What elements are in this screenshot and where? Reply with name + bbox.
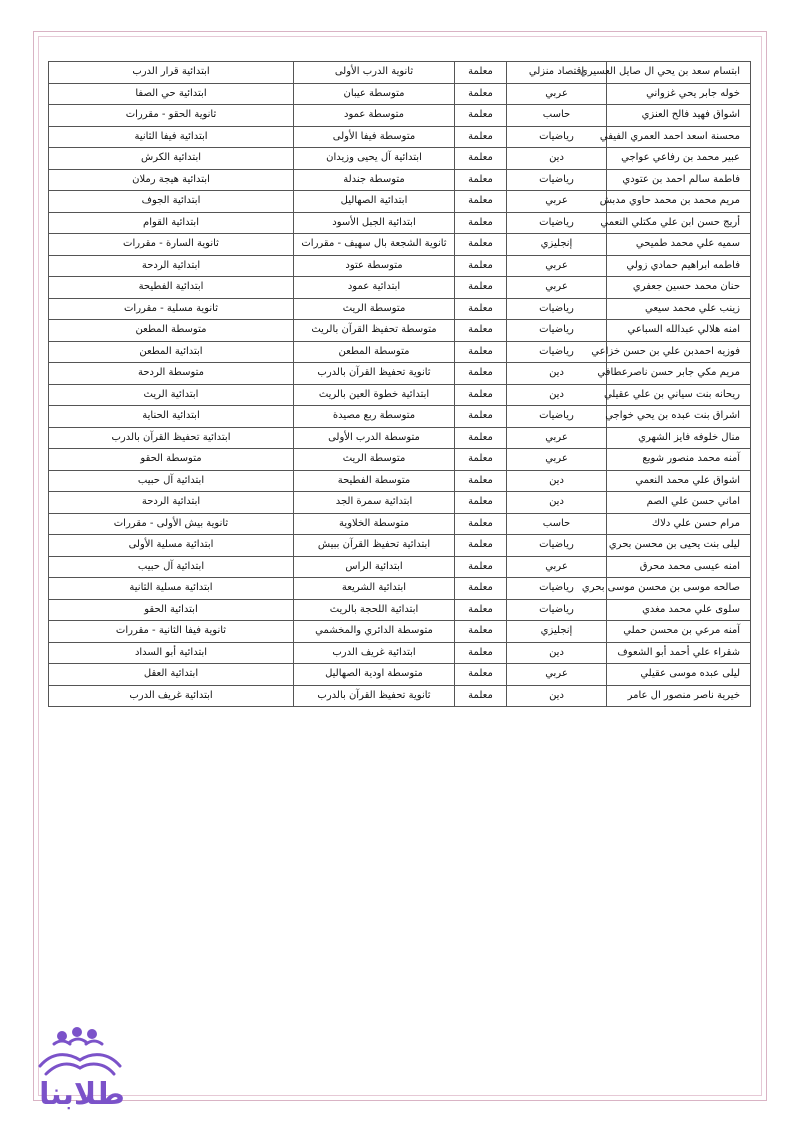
- table-row: [49, 513, 751, 535]
- transfer-table-body: [49, 62, 751, 707]
- role-cell: معلمة: [455, 126, 507, 148]
- to-school-cell: ثانوية السارة - مقررات: [49, 234, 294, 256]
- open-book-icon: [40, 1027, 120, 1074]
- specialty-cell: عربي: [507, 255, 607, 277]
- teacher-name-cell: امنه هلالي عبدالله السباعي: [607, 320, 751, 342]
- specialty-cell: رياضيات: [507, 406, 607, 428]
- table-row: [49, 148, 751, 170]
- from-school-cell: ابتدائية اللحجة بالريث: [294, 599, 455, 621]
- specialty-cell: دين: [507, 363, 607, 385]
- specialty-cell: حاسب: [507, 513, 607, 535]
- specialty-cell: رياضيات: [507, 599, 607, 621]
- logo-text: طلابنا: [39, 1077, 125, 1112]
- role-cell: معلمة: [455, 169, 507, 191]
- from-school-cell: متوسطة الدرب الأولى: [294, 427, 455, 449]
- to-school-cell: ابتدائية الفطيحة: [49, 277, 294, 299]
- from-school-cell: ابتدائية الصهاليل: [294, 191, 455, 213]
- role-cell: معلمة: [455, 427, 507, 449]
- from-school-cell: ابتدائية آل يحيى وزيدان: [294, 148, 455, 170]
- table-row: [49, 234, 751, 256]
- role-cell: معلمة: [455, 62, 507, 84]
- teacher-name-cell: مرام حسن علي دلاك: [607, 513, 751, 535]
- from-school-cell: متوسطة الدائري والمخشمي: [294, 621, 455, 643]
- to-school-cell: ثانوية بيش الأولى - مقررات: [49, 513, 294, 535]
- role-cell: معلمة: [455, 83, 507, 105]
- role-cell: معلمة: [455, 320, 507, 342]
- role-cell: معلمة: [455, 664, 507, 686]
- to-school-cell: ابتدائية فيفا الثانية: [49, 126, 294, 148]
- specialty-cell: رياضيات: [507, 298, 607, 320]
- table-row: [49, 62, 751, 84]
- table-row: [49, 685, 751, 707]
- specialty-cell: دين: [507, 148, 607, 170]
- specialty-cell: إنجليزي: [507, 621, 607, 643]
- table-row: [49, 320, 751, 342]
- table-row: [49, 191, 751, 213]
- table-row: [49, 492, 751, 514]
- role-cell: معلمة: [455, 685, 507, 707]
- from-school-cell: متوسطة ربع مصيدة: [294, 406, 455, 428]
- from-school-cell: ابتدائية الشريعة: [294, 578, 455, 600]
- teacher-name-cell: سلوى علي محمد مغدي: [607, 599, 751, 621]
- role-cell: معلمة: [455, 621, 507, 643]
- from-school-cell: متوسطة تحفيظ القرآن بالريث: [294, 320, 455, 342]
- teacher-name-cell: أريج حسن ابن علي مكتلي النعمي: [607, 212, 751, 234]
- teacher-name-cell: شقراء علي أحمد أبو الشعوف: [607, 642, 751, 664]
- specialty-cell: عربي: [507, 449, 607, 471]
- table-row: [49, 642, 751, 664]
- from-school-cell: متوسطة الريث: [294, 449, 455, 471]
- specialty-cell: رياضيات: [507, 535, 607, 557]
- from-school-cell: ابتدائية الراس: [294, 556, 455, 578]
- from-school-cell: متوسطة فيفا الأولى: [294, 126, 455, 148]
- role-cell: معلمة: [455, 599, 507, 621]
- table-row: [49, 298, 751, 320]
- specialty-cell: رياضيات: [507, 126, 607, 148]
- specialty-cell: عربي: [507, 277, 607, 299]
- role-cell: معلمة: [455, 212, 507, 234]
- from-school-cell: ابتدائية تحفيظ القرآن ببيش: [294, 535, 455, 557]
- teacher-name-cell: فاطمه ابراهيم حمادي زولي: [607, 255, 751, 277]
- teacher-name-cell: اشراق بنت عبده بن يحي خواجي: [607, 406, 751, 428]
- specialty-cell: إنجليزي: [507, 234, 607, 256]
- teacher-name-cell: ريحانه بنت سياني بن علي عقيلي: [607, 384, 751, 406]
- from-school-cell: ابتدائية غريف الدرب: [294, 642, 455, 664]
- specialty-cell: عربي: [507, 664, 607, 686]
- specialty-cell: عربي: [507, 191, 607, 213]
- role-cell: معلمة: [455, 642, 507, 664]
- to-school-cell: متوسطة الحقو: [49, 449, 294, 471]
- role-cell: معلمة: [455, 191, 507, 213]
- role-cell: معلمة: [455, 234, 507, 256]
- to-school-cell: ابتدائية المطعن: [49, 341, 294, 363]
- specialty-cell: عربي: [507, 556, 607, 578]
- specialty-cell: اقتصاد منزلي: [507, 62, 607, 84]
- teacher-name-cell: امنه عيسى محمد محرق: [607, 556, 751, 578]
- role-cell: معلمة: [455, 255, 507, 277]
- to-school-cell: متوسطة الردحة: [49, 363, 294, 385]
- from-school-cell: ابتدائية خطوة العين بالريث: [294, 384, 455, 406]
- role-cell: معلمة: [455, 470, 507, 492]
- role-cell: معلمة: [455, 105, 507, 127]
- teacher-name-cell: اماني حسن علي الصم: [607, 492, 751, 514]
- to-school-cell: ابتدائية الكرش: [49, 148, 294, 170]
- teacher-name-cell: صالحه موسى بن محسن موسى بحري: [607, 578, 751, 600]
- specialty-cell: دين: [507, 685, 607, 707]
- from-school-cell: ابتدائية عمود: [294, 277, 455, 299]
- to-school-cell: ابتدائية العقل: [49, 664, 294, 686]
- teacher-name-cell: فوزيه احمدبن علي بن حسن خزاعي: [607, 341, 751, 363]
- from-school-cell: ثانوية تحفيظ القرآن بالدرب: [294, 363, 455, 385]
- teacher-name-cell: سميه علي محمد طميحي: [607, 234, 751, 256]
- table-row: [49, 363, 751, 385]
- role-cell: معلمة: [455, 341, 507, 363]
- teacher-name-cell: حنان محمد حسين جعفري: [607, 277, 751, 299]
- teacher-name-cell: خوله جابر يحي غزواني: [607, 83, 751, 105]
- teacher-name-cell: مريم محمد بن محمد حاوي مدبش: [607, 191, 751, 213]
- specialty-cell: دين: [507, 492, 607, 514]
- from-school-cell: متوسطة جندلة: [294, 169, 455, 191]
- role-cell: معلمة: [455, 277, 507, 299]
- teacher-name-cell: اشواق فهيد فالح العنزي: [607, 105, 751, 127]
- from-school-cell: متوسطة عتود: [294, 255, 455, 277]
- to-school-cell: ابتدائية آل حبيب: [49, 556, 294, 578]
- teacher-name-cell: محسنة اسعد احمد العمري الفيفي: [607, 126, 751, 148]
- table-row: [49, 578, 751, 600]
- role-cell: معلمة: [455, 492, 507, 514]
- teacher-name-cell: فاطمة سالم احمد بن عتودي: [607, 169, 751, 191]
- specialty-cell: حاسب: [507, 105, 607, 127]
- to-school-cell: ثانوية الحقو - مقررات: [49, 105, 294, 127]
- table-row: [49, 126, 751, 148]
- specialty-cell: رياضيات: [507, 169, 607, 191]
- table-row: [49, 384, 751, 406]
- table-row: [49, 341, 751, 363]
- specialty-cell: عربي: [507, 427, 607, 449]
- specialty-cell: دين: [507, 470, 607, 492]
- to-school-cell: ابتدائية الريث: [49, 384, 294, 406]
- to-school-cell: ابتدائية الردحة: [49, 255, 294, 277]
- teacher-name-cell: آمنه محمد منصور شويع: [607, 449, 751, 471]
- to-school-cell: ابتدائية أبو السداد: [49, 642, 294, 664]
- table-row: [49, 556, 751, 578]
- to-school-cell: ثانوية فيفا الثانية - مقررات: [49, 621, 294, 643]
- table-row: [49, 277, 751, 299]
- to-school-cell: ابتدائية مسلية الأولى: [49, 535, 294, 557]
- from-school-cell: متوسطة الفطيحة: [294, 470, 455, 492]
- to-school-cell: متوسطة المطعن: [49, 320, 294, 342]
- role-cell: معلمة: [455, 406, 507, 428]
- from-school-cell: متوسطة المطعن: [294, 341, 455, 363]
- table-row: [49, 212, 751, 234]
- specialty-cell: رياضيات: [507, 320, 607, 342]
- from-school-cell: متوسطة اودية الصهاليل: [294, 664, 455, 686]
- teacher-name-cell: ليلى بنت يحيى بن محسن بحري: [607, 535, 751, 557]
- to-school-cell: ابتدائية القوام: [49, 212, 294, 234]
- from-school-cell: ثانوية الدرب الأولى: [294, 62, 455, 84]
- role-cell: معلمة: [455, 449, 507, 471]
- teacher-name-cell: ليلى عبده موسى عقيلي: [607, 664, 751, 686]
- table-row: [49, 427, 751, 449]
- role-cell: معلمة: [455, 148, 507, 170]
- to-school-cell: ابتدائية قرار الدرب: [49, 62, 294, 84]
- specialty-cell: دين: [507, 642, 607, 664]
- role-cell: معلمة: [455, 578, 507, 600]
- role-cell: معلمة: [455, 298, 507, 320]
- specialty-cell: رياضيات: [507, 212, 607, 234]
- from-school-cell: متوسطة الخلاوية: [294, 513, 455, 535]
- role-cell: معلمة: [455, 384, 507, 406]
- from-school-cell: ابتدائية الجبل الأسود: [294, 212, 455, 234]
- teacher-name-cell: مريم مكي جابر حسن ناصرعطافي: [607, 363, 751, 385]
- to-school-cell: ابتدائية هيجة رملان: [49, 169, 294, 191]
- from-school-cell: ابتدائية سمرة الجد: [294, 492, 455, 514]
- to-school-cell: ثانوية مسلية - مقررات: [49, 298, 294, 320]
- table-row: [49, 535, 751, 557]
- table-row: [49, 255, 751, 277]
- to-school-cell: ابتدائية غريف الدرب: [49, 685, 294, 707]
- teacher-name-cell: ابتسام سعد بن يحي ال صايل العسيري: [607, 62, 751, 84]
- to-school-cell: ابتدائية مسلية الثانية: [49, 578, 294, 600]
- from-school-cell: متوسطة عمود: [294, 105, 455, 127]
- to-school-cell: ابتدائية الجوف: [49, 191, 294, 213]
- role-cell: معلمة: [455, 535, 507, 557]
- specialty-cell: دين: [507, 384, 607, 406]
- table-row: [49, 105, 751, 127]
- specialty-cell: عربي: [507, 83, 607, 105]
- specialty-cell: رياضيات: [507, 578, 607, 600]
- role-cell: معلمة: [455, 556, 507, 578]
- teacher-name-cell: آمنه مرعي بن محسن حملي: [607, 621, 751, 643]
- table-row: [49, 406, 751, 428]
- table-row: [49, 621, 751, 643]
- table-row: [49, 664, 751, 686]
- table-row: [49, 470, 751, 492]
- teacher-name-cell: خيرية ناصر منصور ال عامر: [607, 685, 751, 707]
- table-row: [49, 599, 751, 621]
- to-school-cell: ابتدائية الحناية: [49, 406, 294, 428]
- from-school-cell: متوسطة عيبان: [294, 83, 455, 105]
- to-school-cell: ابتدائية الردحة: [49, 492, 294, 514]
- from-school-cell: متوسطة الريث: [294, 298, 455, 320]
- teacher-name-cell: منال خلوفه فايز الشهري: [607, 427, 751, 449]
- specialty-cell: رياضيات: [507, 341, 607, 363]
- to-school-cell: ابتدائية حي الصفا: [49, 83, 294, 105]
- from-school-cell: ثانوية الشجعة بال سهيف - مقررات: [294, 234, 455, 256]
- table-row: [49, 169, 751, 191]
- to-school-cell: ابتدائية آل حبيب: [49, 470, 294, 492]
- transfer-table: [48, 61, 751, 707]
- site-logo: [22, 1022, 152, 1112]
- teacher-name-cell: عبير محمد بن رفاعي عواجي: [607, 148, 751, 170]
- table-row: [49, 83, 751, 105]
- role-cell: معلمة: [455, 513, 507, 535]
- teacher-name-cell: اشواق علي محمد النعمي: [607, 470, 751, 492]
- from-school-cell: ثانوية تحفيظ القرآن بالدرب: [294, 685, 455, 707]
- to-school-cell: ابتدائية تحفيظ القرآن بالدرب: [49, 427, 294, 449]
- teacher-name-cell: زينب علي محمد سيعي: [607, 298, 751, 320]
- to-school-cell: ابتدائية الحقو: [49, 599, 294, 621]
- role-cell: معلمة: [455, 363, 507, 385]
- table-row: [49, 449, 751, 471]
